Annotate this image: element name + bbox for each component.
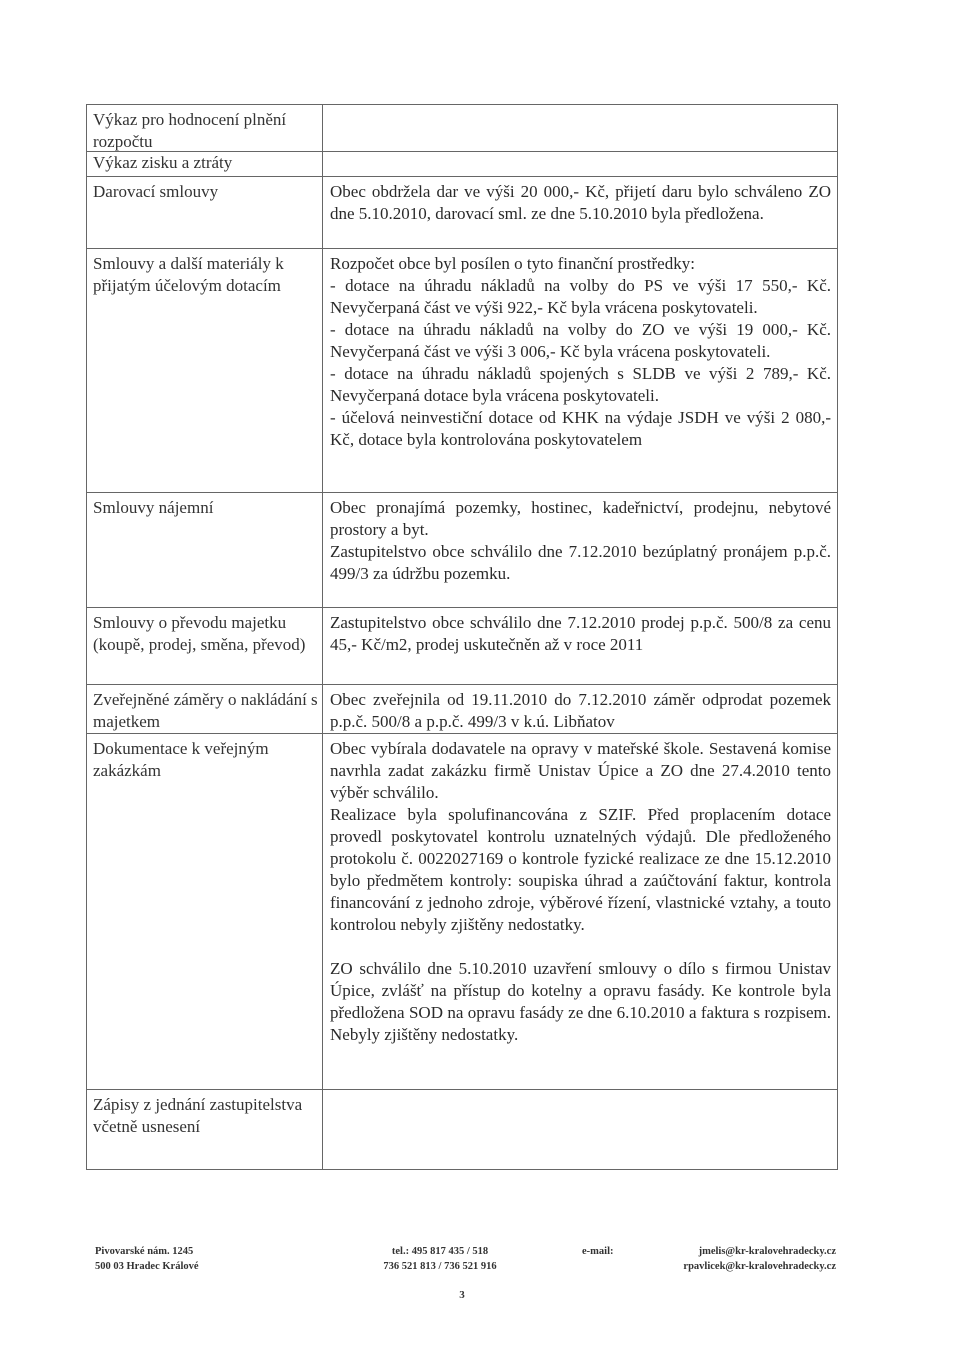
table-row-grant-contracts — [86, 249, 838, 493]
row-label: Smlouvy nájemní — [86, 493, 323, 607]
row-content — [323, 105, 838, 151]
row-content — [323, 177, 838, 248]
row-content — [323, 152, 838, 176]
email-link[interactable]: jmelis@kr-kralovehradecky.cz — [698, 1246, 836, 1257]
phone-line: tel.: 495 817 435 / 518 — [391, 1246, 489, 1257]
address-line: Pivovarské nám. 1245 — [95, 1246, 194, 1257]
row-content — [323, 608, 838, 684]
paragraph: - dotace na úhradu nákladů na volby do ZO ve výši 19 000,- Kč. Nevyčerpaná část ve výši 3 006,- Kč byla vrácena poskytovateli. — [330, 320, 831, 361]
table-row-published-intents — [86, 685, 838, 734]
paragraph: - dotace na úhradu nákladů na volby do PS ve výši 17 550,- Kč. Nevyčerpaná část ve výši 922,- Kč byla vrácena poskytovateli. — [330, 276, 831, 317]
email-link[interactable]: rpavlicek@kr-kralovehradecky.cz — [683, 1261, 836, 1272]
report-table — [86, 104, 838, 1170]
table-row-donation-contracts — [86, 177, 838, 249]
footer-phone — [365, 1244, 515, 1274]
paragraph: - dotace na úhradu nákladů spojených s SLDB ve výši 2 789,- Kč. Nevyčerpaná dotace byla vrácena poskytovateli. — [330, 364, 831, 405]
row-label: Smlouvy a další materiály k přijatým účelovým dotacím — [86, 249, 323, 492]
row-content — [323, 493, 838, 607]
page-number: 3 — [459, 1289, 465, 1301]
paragraph: Obec zveřejnila od 19.11.2010 do 7.12.2010 záměr odprodat pozemek p.p.č. 500/8 a p.p.č. 499/3 v k.ú. Libňatov — [330, 690, 831, 731]
row-content — [323, 734, 838, 1089]
phone-line: 736 521 813 / 736 521 916 — [383, 1261, 497, 1272]
paragraph: Zastupitelstvo obce schválilo dne 7.12.2010 bezúplatný pronájem p.p.č. 499/3 za údržbu pozemku. — [330, 542, 831, 583]
footer-emails — [640, 1244, 836, 1274]
paragraph: Obec obdržela dar ve výši 20 000,- Kč, přijetí daru bylo schváleno ZO dne 5.10.2010, darovací sml. ze dne 5.10.2010 byla předložena. — [330, 182, 831, 223]
paragraph: ZO schválilo dne 5.10.2010 uzavření smlouvy o dílo s firmou Unistav Úpice, zvlášť na přístup do kotelny a opravu fasády. Ke kontrole byla předložena SOD na opravu fasády ze dne 6.10.2010 a faktura s rozpisem. Nebyly zjištěny nedostatky. — [330, 959, 831, 1044]
email-label: e-mail: — [582, 1246, 614, 1257]
table-row-public-procurement — [86, 734, 838, 1090]
paragraph: Rozpočet obce byl posílen o tyto finanční prostředky: — [330, 254, 695, 273]
paragraph: Realizace byla spolufinancována z SZIF. Před proplacením dotace provedl poskytovatel kontrolu uznatelných výdajů. Dle předloženého protokolu č. 0022027169 o kontrole fyzické realizace ze dne 15.12.2010 bylo předmětem kontroly: soupiska úhrad a zaúčtování faktur, kontrola financování z jednoho zdroje, výběrové řízení, vlastnické vztahy, a touto kontrolou nebyly zjištěny nedostatky. — [330, 805, 831, 934]
paragraph: - účelová neinvestiční dotace od KHK na výdaje JSDH ve výši 2 080,- Kč, dotace byla kontrolována poskytovatelem — [330, 408, 831, 449]
row-label: Výkaz zisku a ztráty — [86, 152, 323, 176]
spacer — [330, 936, 831, 958]
row-label: Zveřejněné záměry o nakládání s majetkem — [86, 685, 323, 733]
address-line: 500 03 Hradec Králové — [95, 1261, 199, 1272]
row-label: Smlouvy o převodu majetku (koupě, prodej, směna, převod) — [86, 608, 323, 684]
table-row-council-minutes — [86, 1090, 838, 1170]
table-row-lease-contracts — [86, 493, 838, 608]
row-label: Zápisy z jednání zastupitelstva včetně usnesení — [86, 1090, 323, 1169]
row-content — [323, 685, 838, 733]
paragraph: Zastupitelstvo obce schválilo dne 7.12.2010 prodej p.p.č. 500/8 za cenu 45,- Kč/m2, prodej uskutečněn až v roce 2011 — [330, 613, 831, 654]
paragraph: Obec pronajímá pozemky, hostinec, kadeřnictví, prodejnu, nebytové prostory a byt. — [330, 498, 831, 539]
row-label: Výkaz pro hodnocení plnění rozpočtu — [86, 105, 323, 151]
row-content — [323, 1090, 838, 1169]
paragraph: Obec vybírala dodavatele na opravy v mateřské škole. Sestavená komise navrhla zadat zakázku firmě Unistav Úpice a ZO dne 27.4.2010 tento výběr schválilo. — [330, 739, 831, 802]
row-label: Darovací smlouvy — [86, 177, 323, 248]
table-row-profit-loss — [86, 152, 838, 177]
row-content — [323, 249, 838, 492]
footer-address — [95, 1244, 199, 1274]
table-row-budget-report — [86, 104, 838, 152]
row-label: Dokumentace k veřejným zakázkám — [86, 734, 323, 1089]
table-row-property-transfer — [86, 608, 838, 685]
